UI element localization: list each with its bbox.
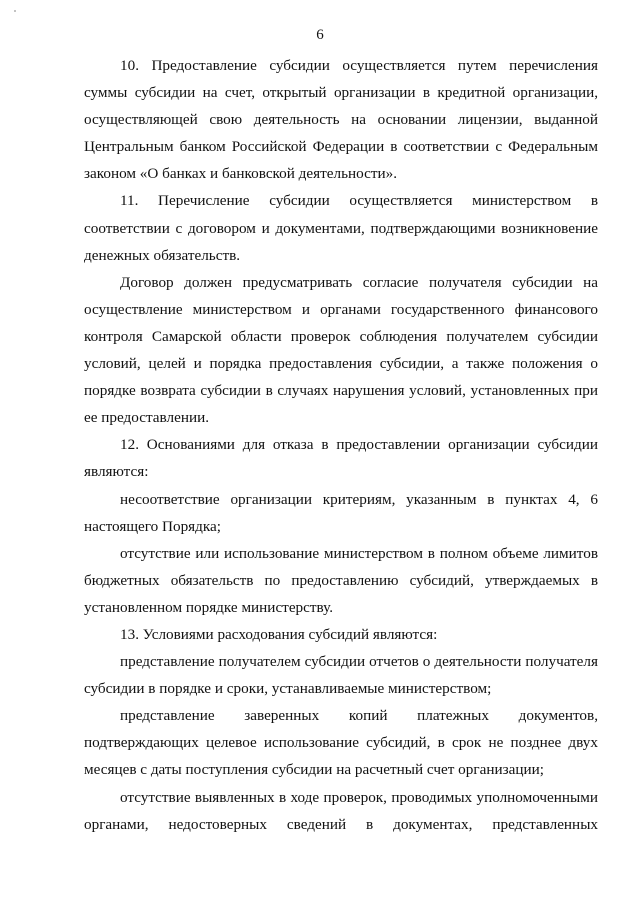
paragraph-10: 10. Предоставление субсидии осуществляется путем перечисления суммы субсидии на счет, открытый организации в кредитной организации, осуществляющей свою деятельность на основании лицензии, выданной Центральным банком Российской Федерации в соответствии с Федеральным законом «О банках и банковской деятельности». bbox=[84, 57, 598, 183]
paragraph-13-item-3: отсутствие выявленных в ходе проверок, проводимых уполномоченными органами, недостоверных сведений в документах, представленных bbox=[84, 788, 598, 833]
paragraph-12: 12. Основаниями для отказа в предоставлении организации субсидии являются: bbox=[84, 436, 598, 481]
paragraph-12-item-1: несоответствие организации критериям, указанным в пунктах 4, 6 настоящего Порядка; bbox=[84, 490, 598, 535]
document-body bbox=[84, 52, 598, 838]
page-number: 6 bbox=[316, 27, 324, 43]
paragraph-13-item-2: представление заверенных копий платежных документов, подтверждающих целевое использование субсидий, в срок не позднее двух месяцев с даты поступления субсидии на расчетный счет организации; bbox=[84, 707, 598, 779]
paragraph-13: 13. Условиями расходования субсидий являются: bbox=[120, 625, 438, 643]
paragraph-11: 11. Перечисление субсидии осуществляется министерством в соответствии с договором и документами, подтверждающими возникновение денежных обязательств. bbox=[84, 192, 598, 264]
paragraph-agreement: Договор должен предусматривать согласие получателя субсидии на осуществление министерством и органами государственного финансового контроля Самарской области проверок соблюдения получателем субсидии условий, целей и порядка предоставления субсидии, а также положения о порядке возврата субсидии в случаях нарушения условий, установленных при ее предоставлении. bbox=[84, 273, 598, 427]
scan-speck bbox=[14, 10, 16, 12]
paragraph-12-item-2: отсутствие или использование министерством в полном объеме лимитов бюджетных обязательств по предоставлению субсидий, утверждаемых в установленном порядке министерству. bbox=[84, 544, 598, 616]
paragraph-13-item-1: представление получателем субсидии отчетов о деятельности получателя субсидии в порядке и сроки, устанавливаемые министерством; bbox=[84, 653, 598, 698]
